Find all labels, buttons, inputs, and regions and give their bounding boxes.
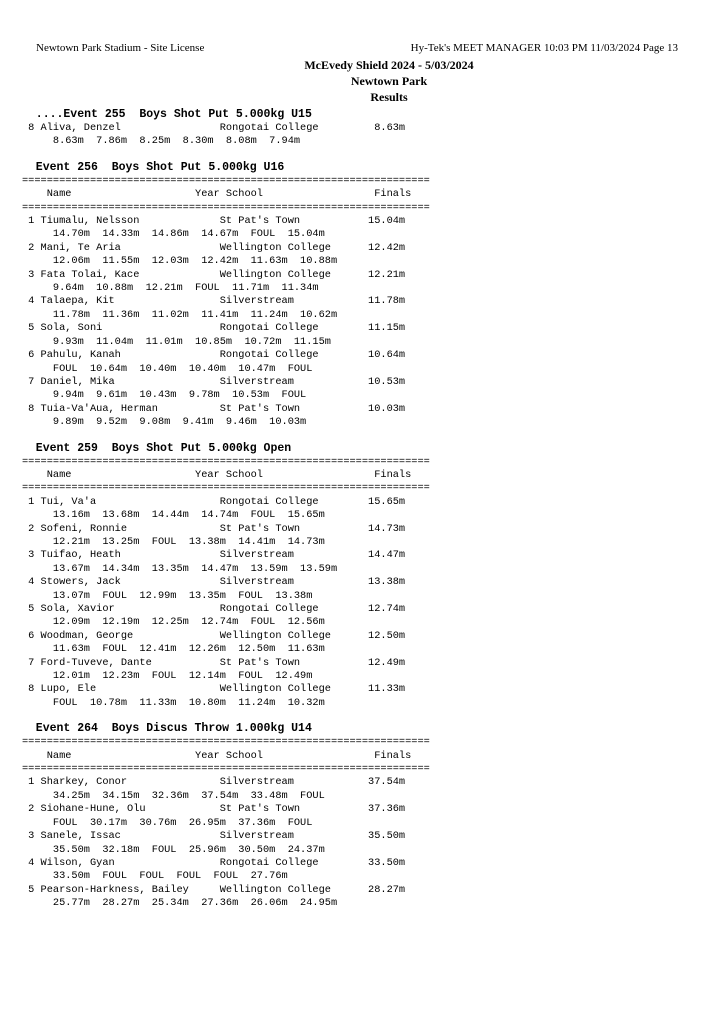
- result-row: 5 Sola, Xavior Rongotai College 12.74m: [22, 603, 406, 615]
- result-row: 8 Aliva, Denzel Rongotai College 8.63m: [22, 122, 406, 134]
- meet-manager-info: Hy-Tek's MEET MANAGER 10:03 PM 11/03/2024 Page 13: [410, 42, 678, 54]
- attempts-row: 9.94m 9.61m 10.43m 9.78m 10.53m FOUL: [22, 389, 307, 402]
- attempts-row: 12.09m 12.19m 12.25m 12.74m FOUL 12.56m: [22, 616, 325, 629]
- attempts-row: 13.67m 14.34m 13.35m 14.47m 13.59m 13.59m: [22, 562, 338, 575]
- result-row: 8 Lupo, Ele Wellington College 11.33m: [22, 683, 406, 696]
- results-title: Results: [370, 90, 408, 104]
- result-row: 5 Pearson-Harkness, Bailey Wellington College 28.27m: [22, 883, 406, 896]
- result-row: 5 Sola, Soni Rongotai College 11.15m: [22, 322, 406, 335]
- separator-line: ==================================================================: [22, 763, 430, 776]
- meet-title: McEvedy Shield 2024 - 5/03/2024: [304, 58, 474, 72]
- attempts-row: 12.06m 11.55m 12.03m 12.42m 11.63m 10.88m: [22, 255, 338, 268]
- attempts-row: 14.70m 14.33m 14.86m 14.67m FOUL 15.04m: [22, 228, 325, 241]
- site-license-label: Newtown Park Stadium - Site License: [36, 42, 205, 54]
- results-body: [22, 108, 462, 911]
- event-title: Event 264 Boys Discus Throw 1.000kg U14: [22, 722, 312, 736]
- attempts-row: 13.07m FOUL 12.99m 13.35m FOUL 13.38m: [22, 589, 313, 602]
- result-row: 6 Woodman, George Wellington College 12.50m: [22, 629, 406, 642]
- result-row: 3 Sanele, Issac Silverstream 35.50m: [22, 830, 406, 843]
- event-title: Event 256 Boys Shot Put 5.000kg U16: [22, 160, 285, 174]
- attempts-row: 11.63m FOUL 12.41m 12.26m 12.50m 11.63m: [22, 643, 325, 656]
- result-row: 6 Pahulu, Kanah Rongotai College 10.64m: [22, 349, 406, 362]
- result-row: 1 Tiumalu, Nelsson St Pat's Town 15.04m: [22, 215, 406, 228]
- result-row: 4 Talaepa, Kit Silverstream 11.78m: [22, 295, 406, 308]
- venue-title: Newtown Park: [350, 74, 428, 88]
- result-row: 8 Tuia-Va'Aua, Herman St Pat's Town 10.03m: [22, 402, 406, 415]
- attempts-row: 9.93m 11.04m 11.01m 10.85m 10.72m 11.15m: [22, 335, 331, 348]
- result-row: 1 Sharkey, Conor Silverstream 37.54m: [22, 776, 406, 789]
- separator-line: ==================================================================: [22, 201, 430, 214]
- result-row: 2 Siohane-Hune, Olu St Pat's Town 37.36m: [22, 803, 406, 816]
- separator-line: ==================================================================: [22, 174, 430, 187]
- result-row: 7 Ford-Tuveve, Dante St Pat's Town 12.49m: [22, 656, 406, 669]
- result-row: 7 Daniel, Mika Silverstream 10.53m: [22, 375, 406, 388]
- event-title: Event 259 Boys Shot Put 5.000kg Open: [22, 441, 292, 455]
- attempts-row: 13.16m 13.68m 14.44m 14.74m FOUL 15.65m: [22, 509, 325, 522]
- attempts-row: 12.21m 13.25m FOUL 13.38m 14.41m 14.73m: [22, 535, 325, 548]
- separator-line: ==================================================================: [22, 482, 430, 495]
- result-row: 4 Wilson, Gyan Rongotai College 33.50m: [22, 856, 406, 869]
- column-header: Name Year School Finals: [22, 749, 412, 762]
- result-row: 2 Sofeni, Ronnie St Pat's Town 14.73m: [22, 522, 406, 535]
- attempts-row: 25.77m 28.27m 25.34m 27.36m 26.06m 24.95m: [22, 897, 338, 910]
- result-row: 3 Tuifao, Heath Silverstream 14.47m: [22, 549, 406, 562]
- attempts-row: 9.89m 9.52m 9.08m 9.41m 9.46m 10.03m: [22, 416, 307, 429]
- separator-line: ==================================================================: [22, 736, 430, 749]
- attempts-row: FOUL 10.64m 10.40m 10.40m 10.47m FOUL: [22, 362, 313, 375]
- result-row: 4 Stowers, Jack Silverstream 13.38m: [22, 576, 406, 589]
- result-row: 3 Fata Tolai, Kace Wellington College 12.21m: [22, 268, 406, 281]
- attempts-row: 11.78m 11.36m 11.02m 11.41m 11.24m 10.62m: [22, 308, 338, 321]
- attempts-row: 9.64m 10.88m 12.21m FOUL 11.71m 11.34m: [22, 282, 319, 295]
- attempts-row: FOUL 30.17m 30.76m 26.95m 37.36m FOUL: [22, 816, 313, 829]
- column-header: Name Year School Finals: [22, 188, 412, 201]
- attempts-row: 35.50m 32.18m FOUL 25.96m 30.50m 24.37m: [22, 843, 325, 856]
- separator-line: ==================================================================: [22, 455, 430, 468]
- event-title: ....Event 255 Boys Shot Put 5.000kg U15: [22, 108, 312, 121]
- result-row: 2 Mani, Te Aria Wellington College 12.42m: [22, 241, 406, 254]
- attempts-row: FOUL 10.78m 11.33m 10.80m 11.24m 10.32m: [22, 696, 325, 709]
- column-header: Name Year School Finals: [22, 468, 412, 481]
- attempts-row: 8.63m 7.86m 8.25m 8.30m 8.08m 7.94m: [22, 135, 301, 148]
- attempts-row: 34.25m 34.15m 32.36m 37.54m 33.48m FOUL: [22, 789, 325, 802]
- attempts-row: 12.01m 12.23m FOUL 12.14m FOUL 12.49m: [22, 670, 313, 683]
- result-row: 1 Tui, Va'a Rongotai College 15.65m: [22, 495, 406, 508]
- attempts-row: 33.50m FOUL FOUL FOUL FOUL 27.76m: [22, 870, 288, 883]
